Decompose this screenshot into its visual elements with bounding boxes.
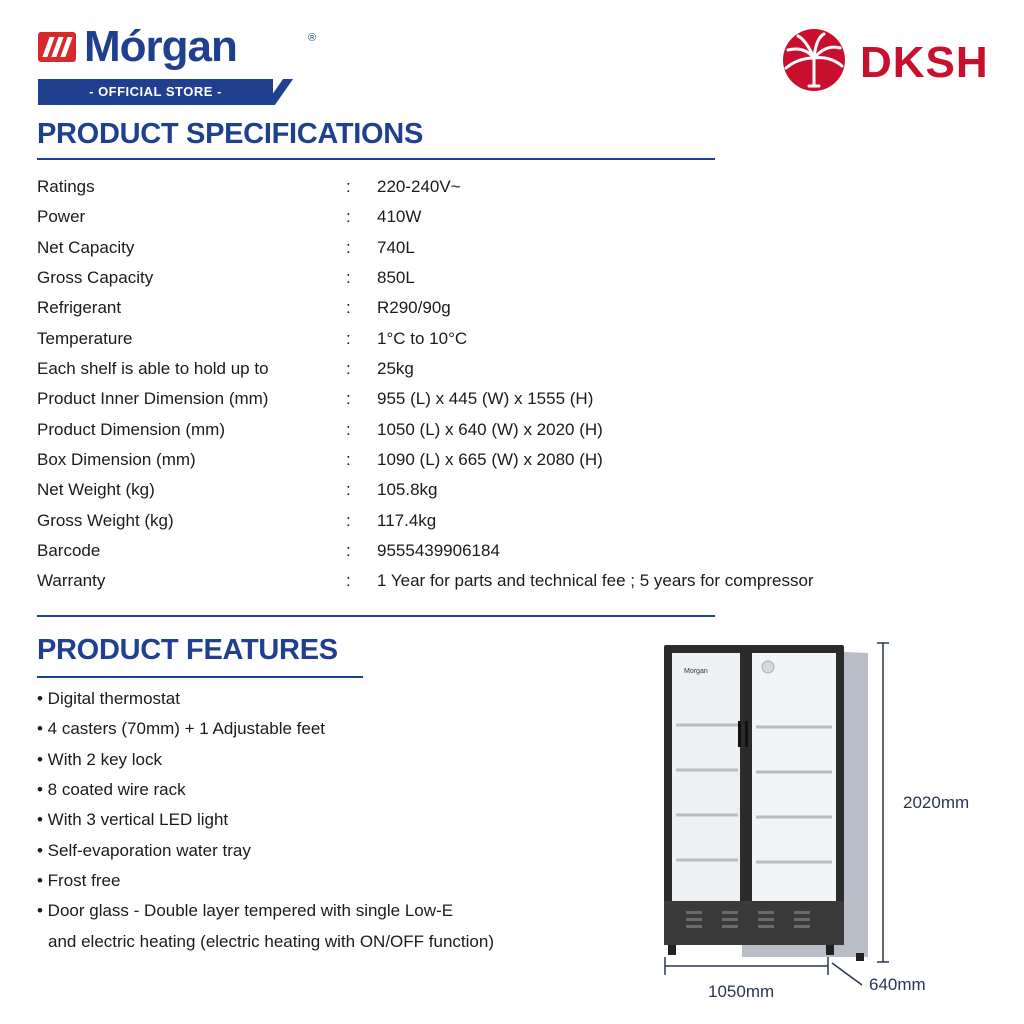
- spec-label: Barcode: [37, 541, 101, 560]
- spec-row-refrigerant: [37, 293, 937, 323]
- spec-colon: :: [346, 480, 351, 499]
- fridge-brand-label: Morgan: [684, 668, 708, 675]
- spec-value: 740L: [377, 238, 415, 257]
- spec-value: 410W: [377, 207, 422, 226]
- spec-colon: :: [346, 298, 351, 317]
- depth-dimension-label: 640mm: [869, 975, 926, 994]
- spec-row-warranty: [37, 566, 937, 596]
- features-title: PRODUCT FEATURES: [37, 634, 338, 666]
- spec-row-product-dimension: [37, 415, 937, 445]
- spec-value: R290/90g: [377, 298, 451, 317]
- spec-colon: :: [346, 329, 351, 348]
- spec-value: 1°C to 10°C: [377, 329, 468, 348]
- spec-value: 955 (L) x 445 (W) x 1555 (H): [377, 389, 594, 408]
- feature-item: • 8 coated wire rack: [37, 780, 186, 799]
- feature-item: • 4 casters (70mm) + 1 Adjustable feet: [37, 719, 326, 738]
- dksh-palm-icon: [776, 28, 852, 92]
- feature-item: • With 2 key lock: [37, 750, 162, 769]
- width-dimension-label: 1050mm: [708, 982, 775, 1001]
- spec-label: Net Capacity: [37, 238, 135, 257]
- spec-row-power: [37, 202, 937, 232]
- spec-label: Refrigerant: [37, 298, 122, 317]
- spec-label: Temperature: [37, 329, 133, 348]
- spec-colon: :: [346, 268, 351, 287]
- spec-colon: :: [346, 359, 351, 378]
- feature-item: • Frost free: [37, 871, 121, 890]
- spec-colon: :: [346, 420, 351, 439]
- spec-value: 1050 (L) x 640 (W) x 2020 (H): [377, 420, 603, 439]
- spec-label: Gross Capacity: [37, 268, 154, 287]
- spec-row-inner-dimension: [37, 384, 937, 414]
- features-top-rule: [37, 615, 715, 617]
- spec-row-ratings: [37, 172, 937, 202]
- spec-value: 9555439906184: [377, 541, 500, 560]
- spec-label: Net Weight (kg): [37, 480, 155, 499]
- fridge-illustration: [650, 635, 990, 1015]
- spec-row-shelf-load: [37, 354, 937, 384]
- morgan-wordmark: Mórgan: [84, 22, 237, 71]
- morgan-mark-icon: [38, 32, 76, 62]
- spec-colon: :: [346, 571, 351, 590]
- spec-label: Gross Weight (kg): [37, 511, 174, 530]
- spec-value: 1090 (L) x 665 (W) x 2080 (H): [377, 450, 603, 469]
- spec-label: Ratings: [37, 177, 95, 196]
- spec-value: 850L: [377, 268, 415, 287]
- spec-colon: :: [346, 238, 351, 257]
- spec-label: Power: [37, 207, 86, 226]
- spec-row-box-dimension: [37, 445, 937, 475]
- feature-item: • With 3 vertical LED light: [37, 810, 229, 829]
- spec-value: 1 Year for parts and technical fee ; 5 years for compressor: [377, 571, 814, 590]
- spec-colon: :: [346, 389, 351, 408]
- spec-colon: :: [346, 541, 351, 560]
- spec-label: Product Inner Dimension (mm): [37, 389, 269, 408]
- spec-value: 105.8kg: [377, 480, 438, 499]
- spec-row-net-weight: [37, 475, 937, 505]
- spec-row-temperature: [37, 324, 937, 354]
- spec-label: Product Dimension (mm): [37, 420, 225, 439]
- feature-item: • Door glass - Double layer tempered with single Low-E: [37, 901, 454, 920]
- spec-row-barcode: [37, 536, 937, 566]
- specifications-rule: [37, 158, 715, 160]
- spec-colon: :: [346, 450, 351, 469]
- spec-row-gross-weight: [37, 506, 937, 536]
- spec-value: 117.4kg: [377, 511, 437, 530]
- feature-item: • Digital thermostat: [37, 689, 180, 708]
- morgan-logo: [38, 22, 317, 108]
- spec-colon: :: [346, 511, 351, 530]
- spec-colon: :: [346, 207, 351, 226]
- spec-colon: :: [346, 177, 351, 196]
- registered-mark: ®: [308, 32, 317, 44]
- features-rule: [37, 676, 363, 678]
- specifications-title: PRODUCT SPECIFICATIONS: [37, 118, 423, 150]
- spec-row-gross-capacity: [37, 263, 937, 293]
- spec-row-net-capacity: [37, 233, 937, 263]
- feature-item-continuation: and electric heating (electric heating with ON/OFF function): [48, 932, 494, 951]
- spec-label: Each shelf is able to hold up to: [37, 359, 269, 378]
- dksh-wordmark: DKSH: [860, 38, 989, 87]
- spec-value: 220-240V~: [377, 177, 461, 196]
- height-dimension-label: 2020mm: [903, 793, 970, 812]
- official-store-banner: - OFFICIAL STORE -: [38, 79, 273, 105]
- spec-label: Box Dimension (mm): [37, 450, 196, 469]
- spec-label: Warranty: [37, 571, 106, 590]
- spec-value: 25kg: [377, 359, 414, 378]
- dksh-logo: [776, 28, 1006, 92]
- feature-item: • Self-evaporation water tray: [37, 841, 251, 860]
